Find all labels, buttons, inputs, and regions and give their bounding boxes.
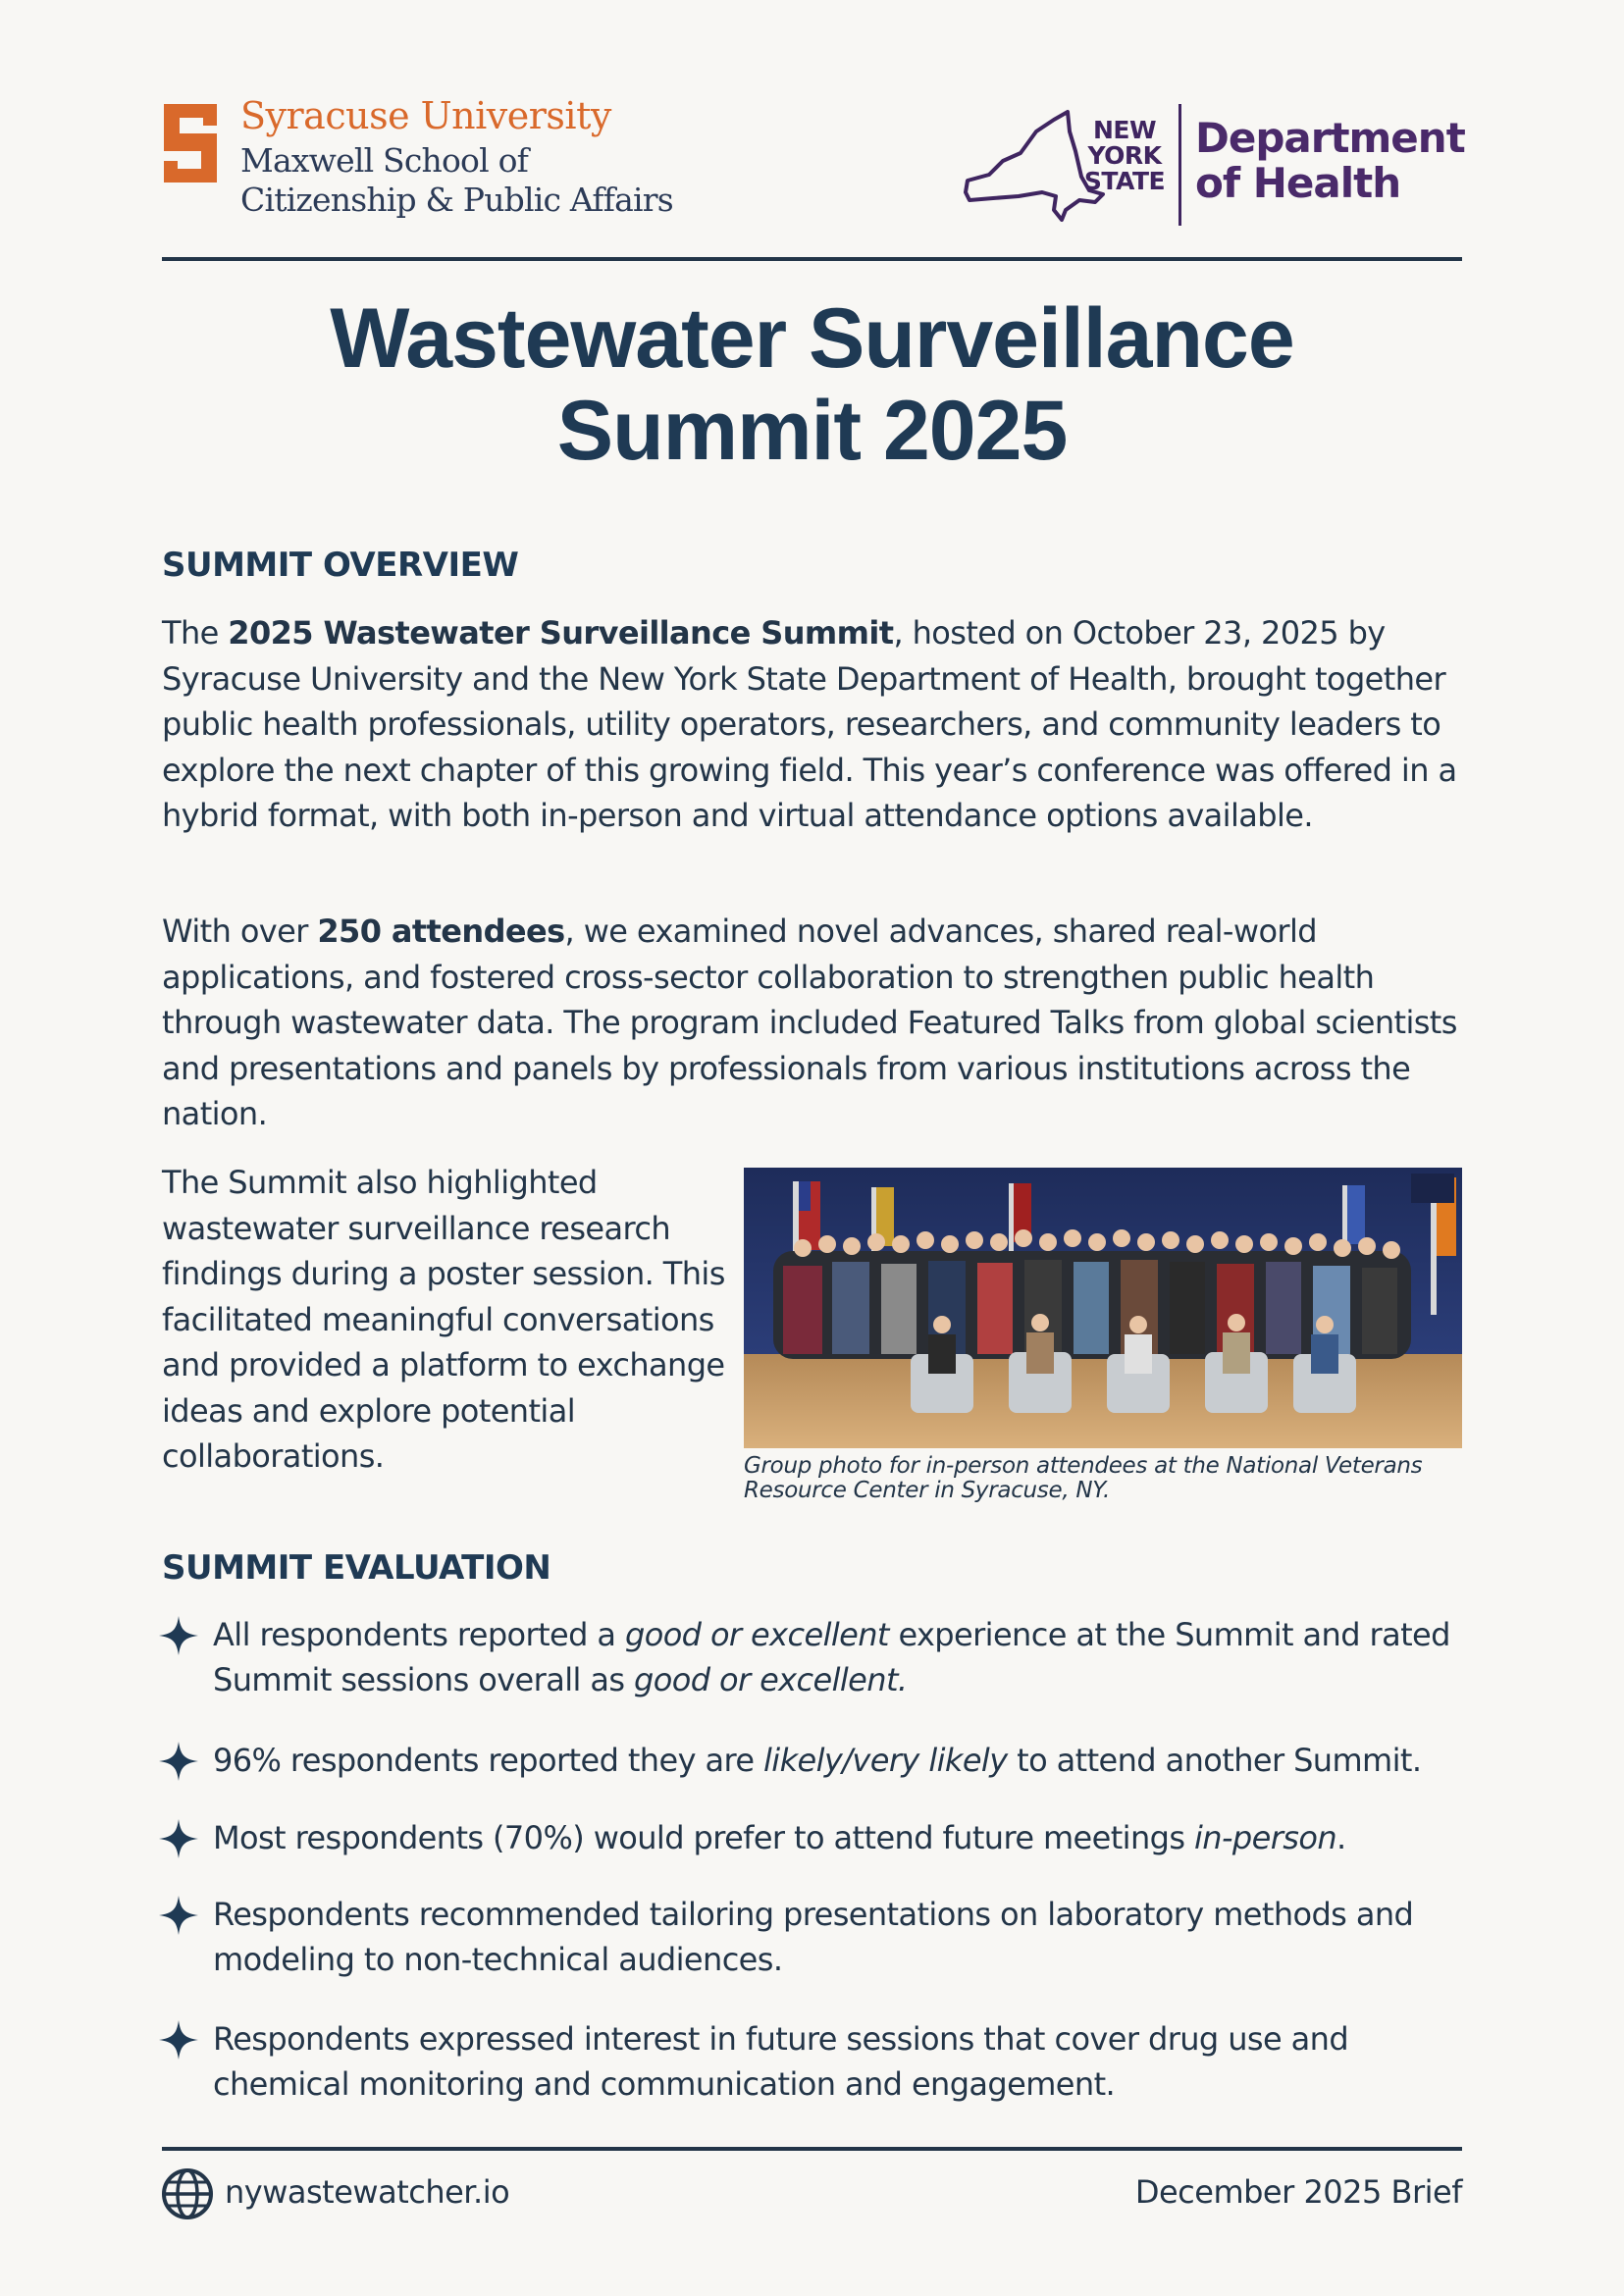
- nys-word-york: YORK: [1087, 141, 1162, 170]
- header-rule: [162, 257, 1462, 261]
- maxwell-line-1: Maxwell School of: [240, 141, 529, 180]
- overview-paragraph-1: [162, 610, 1467, 839]
- bullet-3-text: [213, 1815, 1489, 1860]
- p2-pre: With over: [162, 913, 318, 950]
- footer-rule: [162, 2147, 1462, 2151]
- b2-part-b: to attend another Summit.: [1007, 1742, 1422, 1779]
- logo-divider: [1179, 104, 1181, 226]
- syracuse-maxwell-logo: [160, 94, 673, 232]
- sparkle-star-icon: [157, 1740, 200, 1783]
- website-link[interactable]: nywastewatcher.io: [225, 2173, 510, 2211]
- p1-post: , hosted on October 23, 2025 by Syracuse University and the New York State Department of Health, brought together public health professionals, utility operators, researchers, and community leaders to explore the next chapter of this growing field. This year’s conference was offered in a hybrid format, with both in-person and virtual attendance options available.: [162, 614, 1457, 834]
- bullet-5-text: Respondents expressed interest in future sessions that cover drug use and chemical monitoring and communication and engagement.: [213, 2020, 1349, 2103]
- page-title: [162, 292, 1462, 477]
- title-line-2: Summit 2025: [556, 384, 1068, 478]
- nys-doh-logo: [960, 96, 1470, 234]
- evaluation-heading: SUMMIT EVALUATION: [162, 1548, 551, 1588]
- sparkle-star-icon: [157, 1894, 200, 1937]
- maxwell-school-name: [240, 141, 673, 220]
- new-york-state-wordmark: [1075, 118, 1174, 194]
- nys-word-new: NEW: [1092, 116, 1157, 144]
- bullet-2-text: [213, 1738, 1489, 1783]
- b2-italic: likely/very likely: [763, 1742, 1008, 1779]
- syracuse-university-name: Syracuse University: [240, 94, 611, 137]
- doh-line-2: of Health: [1195, 159, 1401, 207]
- group-photo: [744, 1168, 1462, 1448]
- bullet-4-text: Respondents recommended tailoring presentations on laboratory methods and modeling to non-technical audiences.: [213, 1896, 1414, 1978]
- b2-part-a: 96% respondents reported they are: [213, 1742, 764, 1779]
- p1-pre: The: [162, 614, 229, 652]
- sparkle-star-icon: [157, 1614, 200, 1657]
- brief-date: December 2025 Brief: [1134, 2173, 1462, 2211]
- b1-italic-2: good or excellent.: [634, 1661, 908, 1698]
- bullet-1-text: [213, 1612, 1489, 1702]
- overview-paragraph-2: [162, 909, 1467, 1137]
- syracuse-s-logo-icon: [160, 100, 221, 186]
- b3-part-b: .: [1336, 1819, 1346, 1856]
- p2-post: , we examined novel advances, shared real-world applications, and fostered cross-sector collaboration to strengthen public health through wastewater data. The program included Featured Talks from global scientists and presentations and panels by professionals from various institutions across the nation.: [162, 913, 1457, 1132]
- b1-part-a: All respondents reported a: [213, 1616, 625, 1653]
- doh-line-1: Department: [1195, 114, 1465, 162]
- b1-part-b: experience at the Summit and rated Summit sessions overall as: [213, 1616, 1450, 1698]
- sparkle-star-icon: [157, 2018, 200, 2061]
- overview-heading: SUMMIT OVERVIEW: [162, 546, 519, 585]
- p2-bold: 250 attendees: [317, 913, 565, 950]
- overview-paragraph-3: The Summit also highlighted wastewater surveillance research findings during a poster session. This facilitated meaningful conversations and provided a platform to exchange ideas and explore potential collaborations.: [162, 1164, 725, 1475]
- department-of-health-name: [1195, 116, 1465, 206]
- maxwell-line-2: Citizenship & Public Affairs: [240, 181, 673, 219]
- title-line-1: Wastewater Surveillance: [330, 291, 1294, 386]
- sparkle-star-icon: [157, 1817, 200, 1860]
- b3-part-a: Most respondents (70%) would prefer to attend future meetings: [213, 1819, 1195, 1856]
- photo-caption: Group photo for in-person attendees at the National Veterans Resource Center in Syracuse, NY.: [744, 1453, 1423, 1503]
- nys-word-state: STATE: [1083, 167, 1166, 195]
- globe-icon: [160, 2166, 215, 2221]
- b1-italic-1: good or excellent: [625, 1616, 889, 1653]
- b3-italic: in-person: [1194, 1819, 1337, 1856]
- p1-bold: 2025 Wastewater Surveillance Summit: [228, 614, 894, 652]
